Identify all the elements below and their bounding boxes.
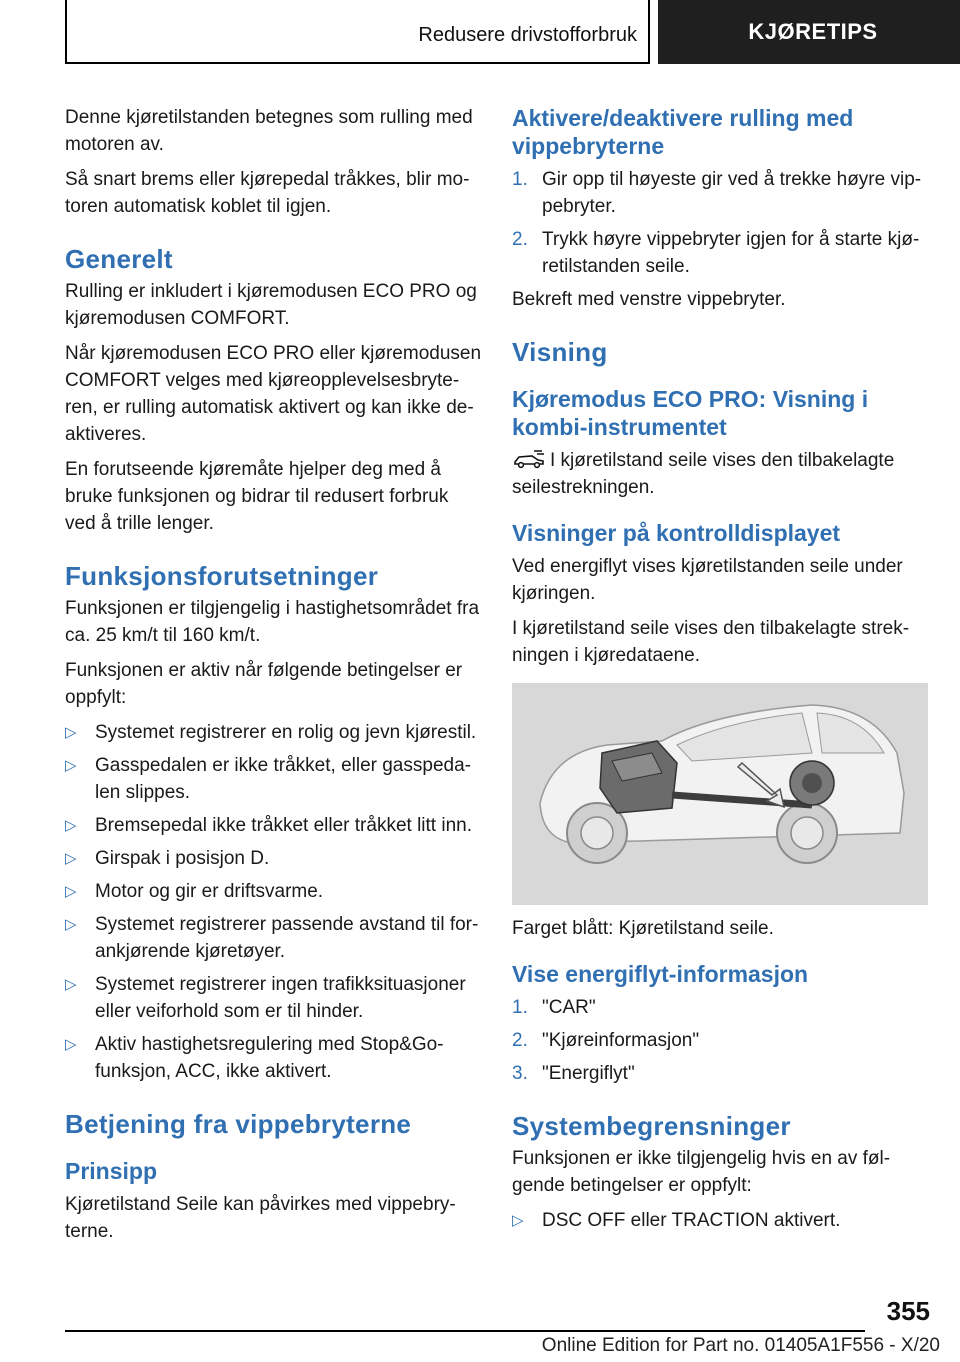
list-item: 2. "Kjøreinformasjon" [512,1030,700,1051]
forutsetninger-paragraph-1: Funksjonen er tilgjengelig i hastighetsområdet fra ca. 25 km/t til 160 km/t. [65,598,480,646]
triangle-bullet-icon: ▷ [65,850,77,867]
triangle-bullet-icon: ▷ [65,724,77,741]
header-rule-bottom [65,62,648,64]
list-item: ▷ Bremsepedal ikke tråkket eller tråkket litt inn. [65,812,483,839]
right-column [512,104,932,1240]
triangle-bullet-icon: ▷ [65,757,77,774]
header-section-title: Redusere drivstofforbruk [418,24,637,46]
triangle-bullet-icon: ▷ [512,1212,524,1229]
list-item: ▷ Systemet registrerer ingen trafikksituasjoner eller veiforhold som er til hinder. [65,971,483,1025]
heading-visning: Visning [512,337,608,367]
subheading-prinsipp: Prinsipp [65,1158,158,1184]
list-item: 2. Trykk høyre vippebryter igjen for å starte kjø-retilstanden seile. [512,229,920,277]
kombi-paragraph: I kjøretilstand seile vises den tilbakelagte seilestrekningen. [512,450,895,498]
conditions-list [65,719,483,1085]
triangle-bullet-icon: ▷ [65,883,77,900]
footer-rule [65,1330,865,1332]
prinsipp-paragraph: Kjøretilstand Seile kan påvirkes med vippebry-terne. [65,1194,456,1242]
heading-betjening: Betjening fra vippebryterne [65,1109,412,1139]
chapter-tab[interactable]: KJØRETIPS [658,0,960,64]
intro-paragraph-1: Denne kjøretilstanden betegnes som rulling med motoren av. [65,107,473,155]
heading-funksjonsforutsetninger: Funksjonsforutsetninger [65,561,379,591]
triangle-bullet-icon: ▷ [65,916,77,933]
image-caption: Farget blått: Kjøretilstand seile. [512,918,774,939]
list-item: ▷ Systemet registrerer en rolig og jevn kjørestil. [65,719,483,746]
footer-edition: Online Edition for Part no. 01405A1F556 - X/20 [541,1335,940,1356]
left-column [65,104,483,1253]
car-illustration-svg [512,683,928,905]
energy-flow-steps [512,994,932,1087]
intro-paragraph-2: Så snart brems eller kjørepedal tråkkes, blir mo-toren automatisk koblet til igjen. [65,169,470,217]
kontrolldisplay-paragraph-1: Ved energiflyt vises kjøretilstanden seile under kjøringen. [512,556,903,604]
aktivere-paragraph: Bekreft med venstre vippebryter. [512,289,786,310]
system-paragraph: Funksjonen er ikke tilgjengelig hvis en av føl-gende betingelser er oppfylt: [512,1148,891,1196]
heading-aktivere-deaktivere: Aktivere/deaktivere rulling med vippebryterne [512,105,854,159]
list-item: ▷ Gasspedalen er ikke tråkket, eller gasspeda-len slippes. [65,752,483,806]
generelt-paragraph-2: Når kjøremodusen ECO PRO eller kjøremodusen COMFORT velges med kjøreopplevelsesbryte-ren, er rulling automatisk aktivert og kan ikke de-aktiveres. [65,343,482,445]
limitations-list [512,1207,932,1234]
triangle-bullet-icon: ▷ [65,976,77,993]
coasting-car-icon [512,449,546,469]
generelt-paragraph-1: Rulling er inkludert i kjøremodusen ECO PRO og kjøremodusen COMFORT. [65,281,477,329]
kontrolldisplay-paragraph-2: I kjøretilstand seile vises den tilbakelagte strek-ningen i kjøredataene. [512,618,910,666]
car-drivetrain-illustration [512,683,928,905]
heading-systembegrensninger: Systembegrensninger [512,1111,791,1141]
list-item: ▷ Aktiv hastighetsregulering med Stop&Go-funksjon, ACC, ikke aktivert. [65,1031,483,1085]
list-item: 1. "CAR" [512,997,596,1018]
heading-energiflyt: Vise energiflyt-informasjon [512,961,809,987]
header-rule-mid [648,0,650,64]
list-item: 1. Gir opp til høyeste gir ved å trekke høyre vip-pebryter. [512,169,922,217]
list-item: ▷ Motor og gir er driftsvarme. [65,878,483,905]
generelt-paragraph-3: En forutseende kjøremåte hjelper deg med å bruke funksjonen og bidrar til redusert forbruk ved å trille lenger. [65,459,449,534]
list-item: ▷ Girspak i posisjon D. [65,845,483,872]
list-item: ▷ DSC OFF eller TRACTION aktivert. [512,1207,932,1234]
triangle-bullet-icon: ▷ [65,1036,77,1053]
activation-steps [512,166,932,280]
forutsetninger-paragraph-2: Funksjonen er aktiv når følgende betingelser er oppfylt: [65,660,463,708]
heading-generelt: Generelt [65,244,173,274]
list-item: ▷ Systemet registrerer passende avstand til for-ankjørende kjøretøyer. [65,911,483,965]
triangle-bullet-icon: ▷ [65,817,77,834]
subheading-kontrolldisplay: Visninger på kontrolldisplayet [512,520,841,546]
list-item: 3. "Energiflyt" [512,1063,635,1084]
subheading-kombi-instrument: Kjøremodus ECO PRO: Visning i kombi-instrumentet [512,386,869,440]
page-number: 355 [886,1296,930,1326]
